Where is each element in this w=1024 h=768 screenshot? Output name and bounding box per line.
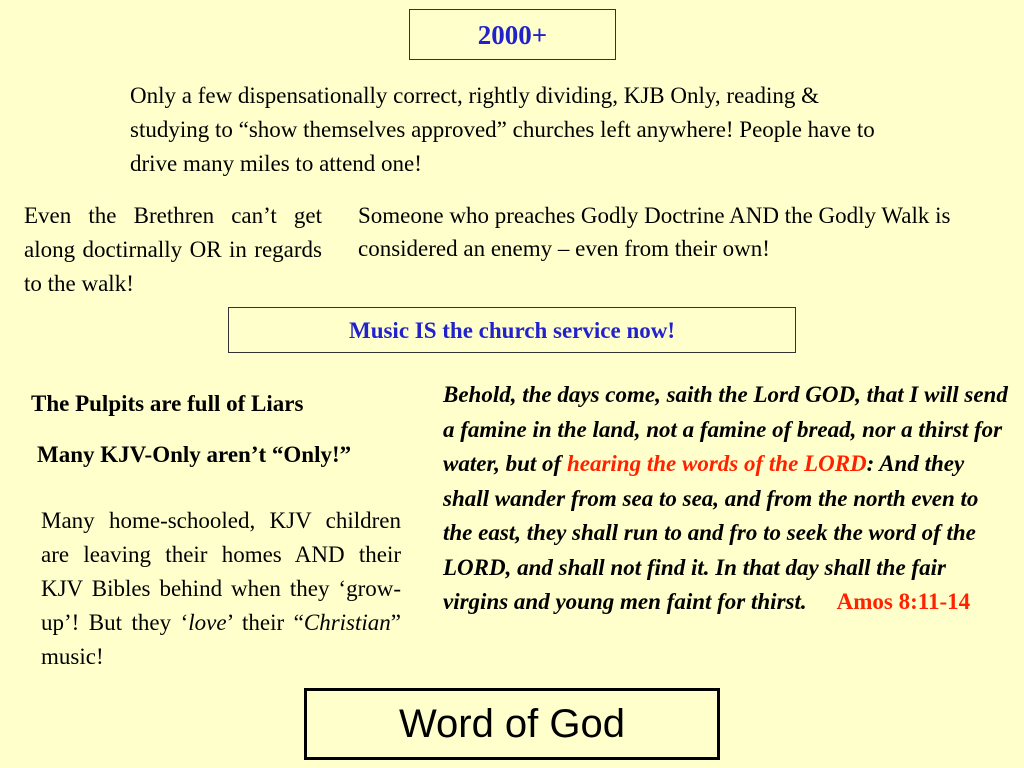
word-of-god-box [304, 688, 720, 760]
children-love: love [188, 610, 227, 635]
enemy-paragraph: Someone who preaches Godly Doctrine AND the Godly Walk is considered an enemy – even from their own! [358, 203, 951, 261]
title-box [409, 9, 616, 60]
word-of-god-label: Word of God [398, 702, 626, 746]
kjv-only-heading: Many KJV-Only aren’t “Only!” [37, 442, 352, 467]
brethren-paragraph: Even the Brethren can’t get along doctirnally OR in regards to the walk! [24, 203, 322, 296]
music-box [228, 307, 796, 353]
scripture-quote [443, 378, 1008, 620]
slide-title: 2000+ [477, 20, 548, 50]
scripture-reference: Amos 8:11-14 [836, 589, 971, 614]
pulpits-heading: The Pulpits are full of Liars [31, 391, 304, 416]
children-text-1: Many home-schooled, KJV children are leaving their homes AND their KJV Bibles behind when they ‘grow-up’! But they ‘ [41, 508, 401, 635]
scripture-text-1: Behold, the days come, saith the Lord GOD, that I will send a famine in the land, not a famine of bread, nor a thirst for water, but of [443, 382, 1008, 476]
children-text-2: ’ their “ [226, 610, 304, 635]
intro-paragraph: Only a few dispensationally correct, rightly dividing, KJB Only, reading & studying to “show themselves approved” churches left anywhere! People have to drive many miles to attend one! [130, 83, 875, 176]
children-paragraph [41, 504, 401, 674]
scripture-text-2: : And they shall wander from sea to sea, and from the north even to the east, they shall run to and fro to seek the word of the LORD, and shall not find it. In that day shall the fair virgins and young men faint for thirst. [443, 451, 979, 614]
children-text-3: ” music! [41, 610, 401, 669]
music-heading: Music IS the church service now! [348, 318, 676, 343]
children-christian: Christian [303, 610, 391, 635]
scripture-highlight: hearing the words of the LORD [566, 451, 867, 476]
